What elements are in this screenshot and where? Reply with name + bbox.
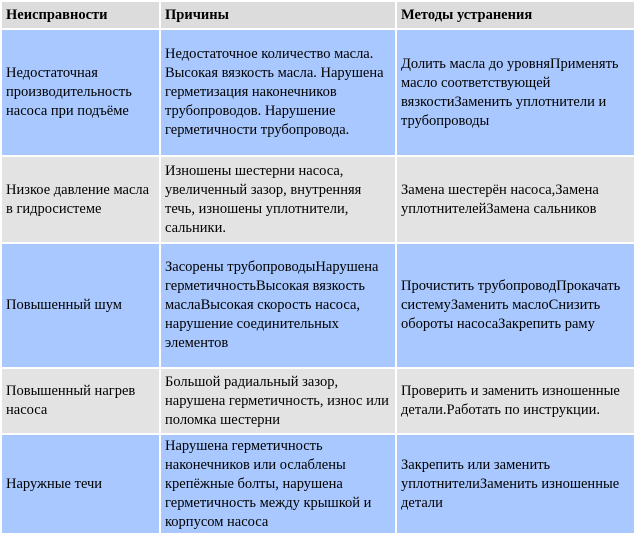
table-row	[2, 157, 634, 242]
fault-cell: Наружные течи	[2, 435, 159, 533]
remedy-cell: Долить масла до уровняПрименять масло соответствующей вязкостиЗаменить уплотнители и трубопроводы	[397, 30, 634, 155]
cause-cell: Засорены трубопроводыНарушена герметичностьВысокая вязкость маслаВысокая скорость насоса, нарушение соединительных элементов	[161, 244, 395, 367]
header-causes: Причины	[161, 2, 395, 28]
header-remedies: Методы устранения	[397, 2, 634, 28]
cause-cell: Недостаточное количество масла. Высокая вязкость масла. Нарушена герметизация наконечников трубопроводов. Нарушение герметичности трубопровода.	[161, 30, 395, 155]
header-faults: Неисправности	[2, 2, 159, 28]
cause-cell: Нарушена герметичность наконечников или ослаблены крепёжные болты, нарушена герметичность между крышкой и корпусом насоса	[161, 435, 395, 533]
table-row	[2, 435, 634, 533]
remedy-cell: Прочистить трубопроводПрокачать системуЗаменить маслоСнизить обороты насосаЗакрепить раму	[397, 244, 634, 367]
remedy-cell: Закрепить или заменить уплотнителиЗаменить изношенные детали	[397, 435, 634, 533]
fault-cell: Повышенный шум	[2, 244, 159, 367]
table-row	[2, 369, 634, 433]
remedy-cell: Проверить и заменить изношенные детали.Работать по инструкции.	[397, 369, 634, 433]
fault-cell: Низкое давление масла в гидросистеме	[2, 157, 159, 242]
fault-cell: Недостаточная производительность насоса при подъёме	[2, 30, 159, 155]
fault-cell: Повышенный нагрев насоса	[2, 369, 159, 433]
table-row	[2, 30, 634, 155]
cause-cell: Изношены шестерни насоса, увеличенный зазор, внутренняя течь, изношены уплотнители, сальники.	[161, 157, 395, 242]
header-row	[2, 2, 634, 28]
table-row	[2, 244, 634, 367]
cause-cell: Большой радиальный зазор, нарушена герметичность, износ или поломка шестерни	[161, 369, 395, 433]
remedy-cell: Замена шестерён насоса,Замена уплотнителейЗамена сальников	[397, 157, 634, 242]
